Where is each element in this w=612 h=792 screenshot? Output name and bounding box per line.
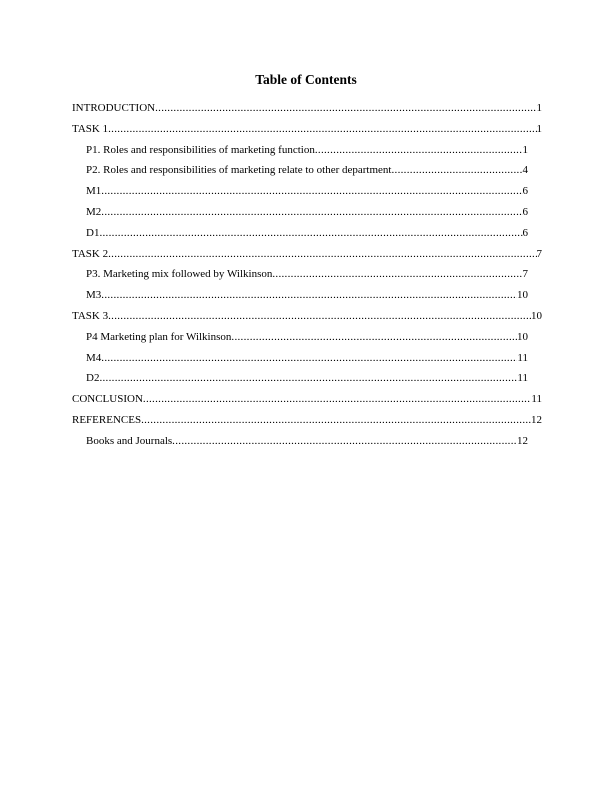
- toc-entry[interactable]: [72, 330, 528, 351]
- toc-entry-label: M1: [86, 185, 102, 198]
- toc-dot-leader: [391, 163, 522, 177]
- toc-entry[interactable]: [72, 267, 528, 288]
- toc-dot-leader: [315, 143, 523, 157]
- toc-entry-label: P3. Marketing mix followed by Wilkinson: [86, 268, 273, 281]
- toc-dot-leader: [108, 122, 536, 136]
- toc-entry[interactable]: [72, 122, 542, 143]
- toc-page-number: 12: [531, 413, 542, 426]
- toc-entry-label: P4 Marketing plan for Wilkinson: [86, 330, 232, 343]
- toc-page-number: 12: [517, 434, 528, 447]
- toc-entry[interactable]: [72, 371, 528, 392]
- toc-dot-leader: [231, 330, 517, 344]
- toc-page-number: 7: [536, 247, 542, 260]
- toc-entry-label: P2. Roles and responsibilities of marketing relate to other department: [86, 164, 392, 177]
- toc-page-number: 11: [531, 393, 542, 406]
- toc-page-number: 1: [522, 143, 528, 156]
- toc-dot-leader: [101, 184, 522, 198]
- toc-entry-label: TASK 2: [72, 247, 109, 260]
- toc-entry-label: CONCLUSION: [72, 393, 143, 406]
- toc-entry-label: M2: [86, 205, 102, 218]
- toc-dot-leader: [141, 413, 531, 427]
- toc-entry[interactable]: [72, 226, 528, 247]
- toc-page-number: 7: [522, 268, 528, 281]
- toc-list: [72, 101, 542, 455]
- toc-page-number: 1: [536, 102, 542, 114]
- toc-entry-label: M4: [86, 351, 102, 364]
- toc-dot-leader: [101, 351, 517, 365]
- toc-dot-leader: [99, 226, 522, 240]
- toc-entry-label: D1: [86, 226, 100, 239]
- toc-title: Table of Contents: [255, 72, 357, 87]
- toc-page-number: 10: [531, 309, 542, 322]
- toc-page-number: 1: [536, 122, 542, 135]
- toc-dot-leader: [101, 288, 517, 302]
- toc-entry-label: P1. Roles and responsibilities of marketing function: [86, 143, 315, 156]
- toc-entry[interactable]: [72, 351, 528, 372]
- toc-entry[interactable]: [72, 413, 542, 434]
- toc-entry-label: D2: [86, 372, 100, 385]
- toc-entry[interactable]: [72, 143, 528, 164]
- toc-page-number: 6: [522, 205, 528, 218]
- toc-page-number: 6: [522, 226, 528, 239]
- toc-dot-leader: [101, 205, 522, 219]
- toc-page-number: 11: [517, 351, 528, 364]
- toc-dot-leader: [99, 371, 517, 385]
- toc-entry[interactable]: [72, 288, 528, 309]
- toc-dot-leader: [172, 434, 517, 448]
- toc-page-number: 11: [517, 372, 528, 385]
- toc-dot-leader: [108, 309, 531, 323]
- toc-entry[interactable]: [72, 434, 528, 455]
- toc-entry[interactable]: [72, 205, 528, 226]
- toc-entry-label: TASK 3: [72, 309, 109, 322]
- toc-entry[interactable]: [72, 101, 542, 122]
- toc-entry-label: REFERENCES: [72, 413, 142, 426]
- toc-entry-label: TASK 1: [72, 122, 109, 135]
- toc-page-number: 10: [517, 289, 528, 302]
- toc-entry[interactable]: [72, 184, 528, 205]
- toc-dot-leader: [108, 247, 536, 261]
- toc-page-number: 6: [522, 185, 528, 198]
- toc-entry[interactable]: [72, 247, 542, 268]
- toc-entry-label: INTRODUCTION: [72, 102, 156, 114]
- toc-page-number: 10: [517, 330, 528, 343]
- toc-dot-leader: [143, 392, 532, 406]
- toc-entry[interactable]: [72, 309, 542, 330]
- toc-entry[interactable]: [72, 163, 528, 184]
- toc-dot-leader: [155, 101, 536, 115]
- toc-dot-leader: [272, 267, 522, 281]
- toc-entry[interactable]: [72, 392, 542, 413]
- toc-entry-label: M3: [86, 289, 102, 302]
- toc-entry-label: Books and Journals: [86, 434, 173, 447]
- toc-page-number: 4: [522, 164, 528, 177]
